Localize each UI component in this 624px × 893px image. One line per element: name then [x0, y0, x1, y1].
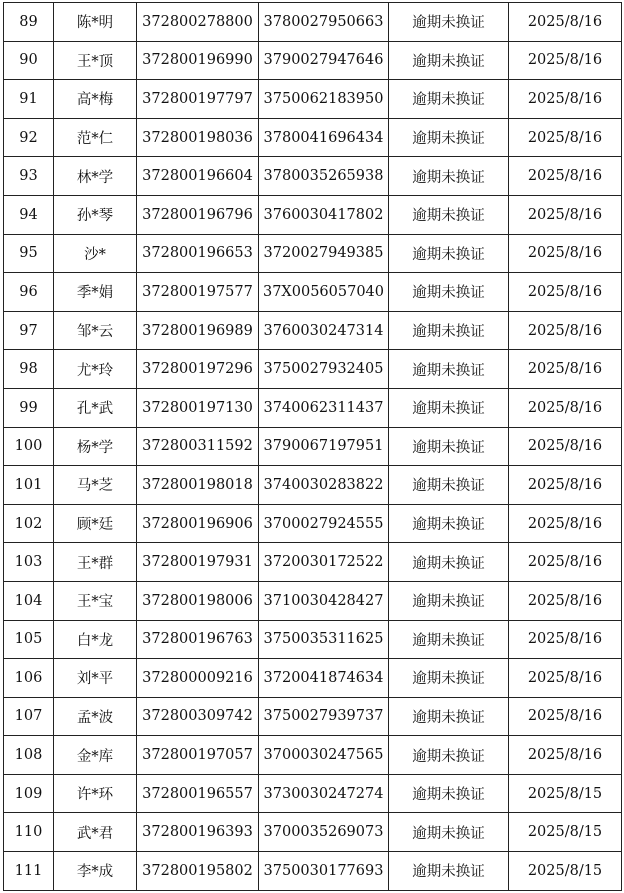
name-cell: 白*龙: [54, 620, 137, 659]
certificate-number-cell: 3740062311437: [259, 388, 389, 427]
certificate-number-cell: 3740030283822: [259, 466, 389, 505]
id-number-cell: 372800196990: [137, 41, 259, 80]
table-row: [4, 350, 622, 389]
id-number-cell: 372800196796: [137, 195, 259, 234]
name-cell: 马*芝: [54, 466, 137, 505]
name-cell: 范*仁: [54, 118, 137, 157]
row-number-cell: 94: [4, 195, 54, 234]
table-row: [4, 697, 622, 736]
id-number-cell: 372800197931: [137, 543, 259, 582]
certificate-number-cell: 3750062183950: [259, 80, 389, 119]
date-cell: 2025/8/16: [509, 427, 622, 466]
certificate-number-cell: 3790067197951: [259, 427, 389, 466]
table-row: [4, 157, 622, 196]
date-cell: 2025/8/16: [509, 157, 622, 196]
status-cell: 逾期未换证: [389, 273, 509, 312]
date-cell: 2025/8/16: [509, 80, 622, 119]
certificate-number-cell: 3700027924555: [259, 504, 389, 543]
date-cell: 2025/8/16: [509, 350, 622, 389]
name-cell: 许*环: [54, 774, 137, 813]
records-table: [3, 2, 622, 891]
row-number-cell: 91: [4, 80, 54, 119]
table-row: [4, 659, 622, 698]
name-cell: 孟*波: [54, 697, 137, 736]
certificate-number-cell: 3780027950663: [259, 3, 389, 42]
row-number-cell: 105: [4, 620, 54, 659]
status-cell: 逾期未换证: [389, 311, 509, 350]
table-row: [4, 195, 622, 234]
id-number-cell: 372800196604: [137, 157, 259, 196]
table-row: [4, 736, 622, 775]
id-number-cell: 372800309742: [137, 697, 259, 736]
name-cell: 高*梅: [54, 80, 137, 119]
table-row: [4, 388, 622, 427]
status-cell: 逾期未换证: [389, 41, 509, 80]
name-cell: 杨*学: [54, 427, 137, 466]
status-cell: 逾期未换证: [389, 813, 509, 852]
date-cell: 2025/8/16: [509, 504, 622, 543]
row-number-cell: 98: [4, 350, 54, 389]
table-row: [4, 813, 622, 852]
table-row: [4, 852, 622, 891]
row-number-cell: 104: [4, 581, 54, 620]
status-cell: 逾期未换证: [389, 3, 509, 42]
certificate-number-cell: 3760030247314: [259, 311, 389, 350]
row-number-cell: 90: [4, 41, 54, 80]
date-cell: 2025/8/16: [509, 311, 622, 350]
table-row: [4, 466, 622, 505]
row-number-cell: 102: [4, 504, 54, 543]
status-cell: 逾期未换证: [389, 388, 509, 427]
id-number-cell: 372800197130: [137, 388, 259, 427]
table-row: [4, 41, 622, 80]
status-cell: 逾期未换证: [389, 581, 509, 620]
id-number-cell: 372800311592: [137, 427, 259, 466]
certificate-number-cell: 3780035265938: [259, 157, 389, 196]
id-number-cell: 372800196393: [137, 813, 259, 852]
status-cell: 逾期未换证: [389, 195, 509, 234]
id-number-cell: 372800198036: [137, 118, 259, 157]
id-number-cell: 372800197296: [137, 350, 259, 389]
row-number-cell: 89: [4, 3, 54, 42]
date-cell: 2025/8/16: [509, 697, 622, 736]
date-cell: 2025/8/16: [509, 41, 622, 80]
name-cell: 李*成: [54, 852, 137, 891]
name-cell: 顾*廷: [54, 504, 137, 543]
id-number-cell: 372800197577: [137, 273, 259, 312]
date-cell: 2025/8/16: [509, 736, 622, 775]
status-cell: 逾期未换证: [389, 118, 509, 157]
id-number-cell: 372800196557: [137, 774, 259, 813]
name-cell: 林*学: [54, 157, 137, 196]
id-number-cell: 372800009216: [137, 659, 259, 698]
certificate-number-cell: 3750027932405: [259, 350, 389, 389]
certificate-number-cell: 3720027949385: [259, 234, 389, 273]
name-cell: 邹*云: [54, 311, 137, 350]
name-cell: 刘*平: [54, 659, 137, 698]
name-cell: 王*群: [54, 543, 137, 582]
name-cell: 王*宝: [54, 581, 137, 620]
row-number-cell: 99: [4, 388, 54, 427]
name-cell: 孔*武: [54, 388, 137, 427]
name-cell: 季*娟: [54, 273, 137, 312]
date-cell: 2025/8/16: [509, 195, 622, 234]
date-cell: 2025/8/16: [509, 273, 622, 312]
table-row: [4, 3, 622, 42]
row-number-cell: 100: [4, 427, 54, 466]
status-cell: 逾期未换证: [389, 427, 509, 466]
table-row: [4, 427, 622, 466]
row-number-cell: 97: [4, 311, 54, 350]
status-cell: 逾期未换证: [389, 852, 509, 891]
row-number-cell: 107: [4, 697, 54, 736]
table-row: [4, 620, 622, 659]
name-cell: 王*顶: [54, 41, 137, 80]
row-number-cell: 103: [4, 543, 54, 582]
id-number-cell: 372800198018: [137, 466, 259, 505]
id-number-cell: 372800197057: [137, 736, 259, 775]
date-cell: 2025/8/16: [509, 620, 622, 659]
id-number-cell: 372800197797: [137, 80, 259, 119]
row-number-cell: 96: [4, 273, 54, 312]
table-row: [4, 118, 622, 157]
id-number-cell: 372800196989: [137, 311, 259, 350]
name-cell: 陈*明: [54, 3, 137, 42]
date-cell: 2025/8/16: [509, 466, 622, 505]
row-number-cell: 108: [4, 736, 54, 775]
certificate-number-cell: 3730030247274: [259, 774, 389, 813]
row-number-cell: 92: [4, 118, 54, 157]
status-cell: 逾期未换证: [389, 80, 509, 119]
row-number-cell: 95: [4, 234, 54, 273]
certificate-number-cell: 3780041696434: [259, 118, 389, 157]
status-cell: 逾期未换证: [389, 234, 509, 273]
name-cell: 金*库: [54, 736, 137, 775]
id-number-cell: 372800278800: [137, 3, 259, 42]
status-cell: 逾期未换证: [389, 157, 509, 196]
row-number-cell: 101: [4, 466, 54, 505]
status-cell: 逾期未换证: [389, 543, 509, 582]
status-cell: 逾期未换证: [389, 620, 509, 659]
name-cell: 尤*玲: [54, 350, 137, 389]
table-row: [4, 273, 622, 312]
row-number-cell: 109: [4, 774, 54, 813]
date-cell: 2025/8/15: [509, 813, 622, 852]
table-row: [4, 543, 622, 582]
status-cell: 逾期未换证: [389, 697, 509, 736]
certificate-number-cell: 3750030177693: [259, 852, 389, 891]
date-cell: 2025/8/16: [509, 118, 622, 157]
records-table-body: [4, 3, 622, 891]
table-row: [4, 774, 622, 813]
date-cell: 2025/8/16: [509, 234, 622, 273]
status-cell: 逾期未换证: [389, 504, 509, 543]
status-cell: 逾期未换证: [389, 736, 509, 775]
row-number-cell: 106: [4, 659, 54, 698]
table-row: [4, 80, 622, 119]
id-number-cell: 372800196653: [137, 234, 259, 273]
certificate-number-cell: 3750035311625: [259, 620, 389, 659]
table-row: [4, 234, 622, 273]
certificate-number-cell: 3750027939737: [259, 697, 389, 736]
name-cell: 孙*琴: [54, 195, 137, 234]
date-cell: 2025/8/15: [509, 852, 622, 891]
id-number-cell: 372800196906: [137, 504, 259, 543]
certificate-number-cell: 37X0056057040: [259, 273, 389, 312]
row-number-cell: 110: [4, 813, 54, 852]
date-cell: 2025/8/16: [509, 659, 622, 698]
status-cell: 逾期未换证: [389, 466, 509, 505]
row-number-cell: 93: [4, 157, 54, 196]
certificate-number-cell: 3710030428427: [259, 581, 389, 620]
date-cell: 2025/8/16: [509, 543, 622, 582]
table-row: [4, 311, 622, 350]
certificate-number-cell: 3700035269073: [259, 813, 389, 852]
date-cell: 2025/8/16: [509, 388, 622, 427]
name-cell: 沙*: [54, 234, 137, 273]
row-number-cell: 111: [4, 852, 54, 891]
certificate-number-cell: 3720041874634: [259, 659, 389, 698]
id-number-cell: 372800198006: [137, 581, 259, 620]
table-row: [4, 581, 622, 620]
id-number-cell: 372800195802: [137, 852, 259, 891]
id-number-cell: 372800196763: [137, 620, 259, 659]
name-cell: 武*君: [54, 813, 137, 852]
status-cell: 逾期未换证: [389, 774, 509, 813]
date-cell: 2025/8/16: [509, 581, 622, 620]
table-row: [4, 504, 622, 543]
certificate-number-cell: 3760030417802: [259, 195, 389, 234]
certificate-number-cell: 3720030172522: [259, 543, 389, 582]
status-cell: 逾期未换证: [389, 350, 509, 389]
certificate-number-cell: 3790027947646: [259, 41, 389, 80]
date-cell: 2025/8/16: [509, 3, 622, 42]
date-cell: 2025/8/15: [509, 774, 622, 813]
status-cell: 逾期未换证: [389, 659, 509, 698]
certificate-number-cell: 3700030247565: [259, 736, 389, 775]
